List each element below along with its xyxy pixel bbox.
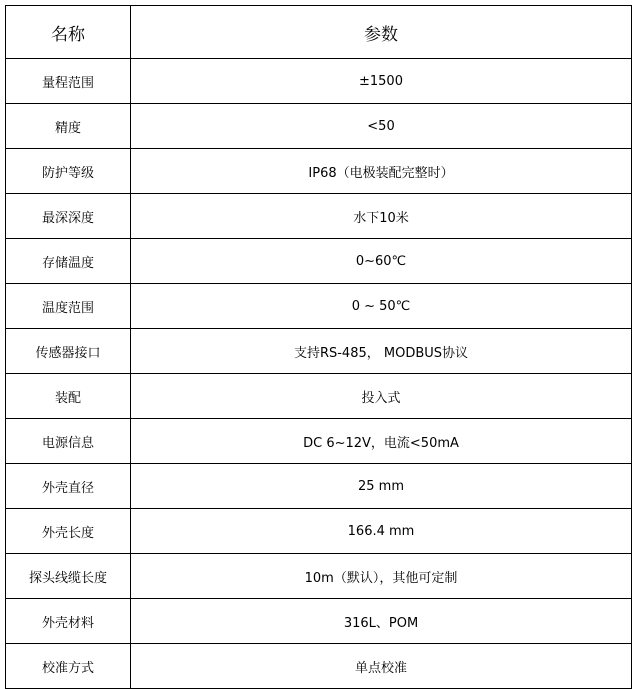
row-name: 电源信息 [6,419,131,464]
row-name: 校准方式 [6,644,131,689]
table-row [6,239,632,284]
row-value: 支持RS-485， MODBUS协议 [131,329,632,374]
row-value: 316L、POM [131,599,632,644]
header-name: 名称 [6,6,131,59]
row-name: 装配 [6,374,131,419]
table-row [6,284,632,329]
row-value: IP68（电极装配完整时） [131,149,632,194]
row-name: 防护等级 [6,149,131,194]
row-name: 外壳直径 [6,464,131,509]
table-row [6,599,632,644]
row-name: 存储温度 [6,239,131,284]
row-name: 温度范围 [6,284,131,329]
row-value: 水下10米 [131,194,632,239]
table-row [6,374,632,419]
row-name: 探头线缆长度 [6,554,131,599]
table-row [6,554,632,599]
table-row [6,149,632,194]
table-row [6,194,632,239]
row-name: 最深深度 [6,194,131,239]
row-name: 外壳材料 [6,599,131,644]
table-row [6,59,632,104]
row-value: 投入式 [131,374,632,419]
row-name: 量程范围 [6,59,131,104]
table-row [6,509,632,554]
row-name: 精度 [6,104,131,149]
row-value: 单点校准 [131,644,632,689]
table-header-row [6,6,632,59]
table-row [6,419,632,464]
row-value: 0~60℃ [131,239,632,284]
table-row [6,644,632,689]
row-value: 25 mm [131,464,632,509]
row-value: 166.4 mm [131,509,632,554]
row-value: DC 6~12V，电流<50mA [131,419,632,464]
row-value: 10m（默认），其他可定制 [131,554,632,599]
table-row [6,464,632,509]
table-row [6,104,632,149]
row-value: ±1500 [131,59,632,104]
row-name: 外壳长度 [6,509,131,554]
row-value: <50 [131,104,632,149]
row-value: 0 ~ 50℃ [131,284,632,329]
spec-table [5,5,632,689]
row-name: 传感器接口 [6,329,131,374]
table-row [6,329,632,374]
header-parameter: 参数 [131,6,632,59]
